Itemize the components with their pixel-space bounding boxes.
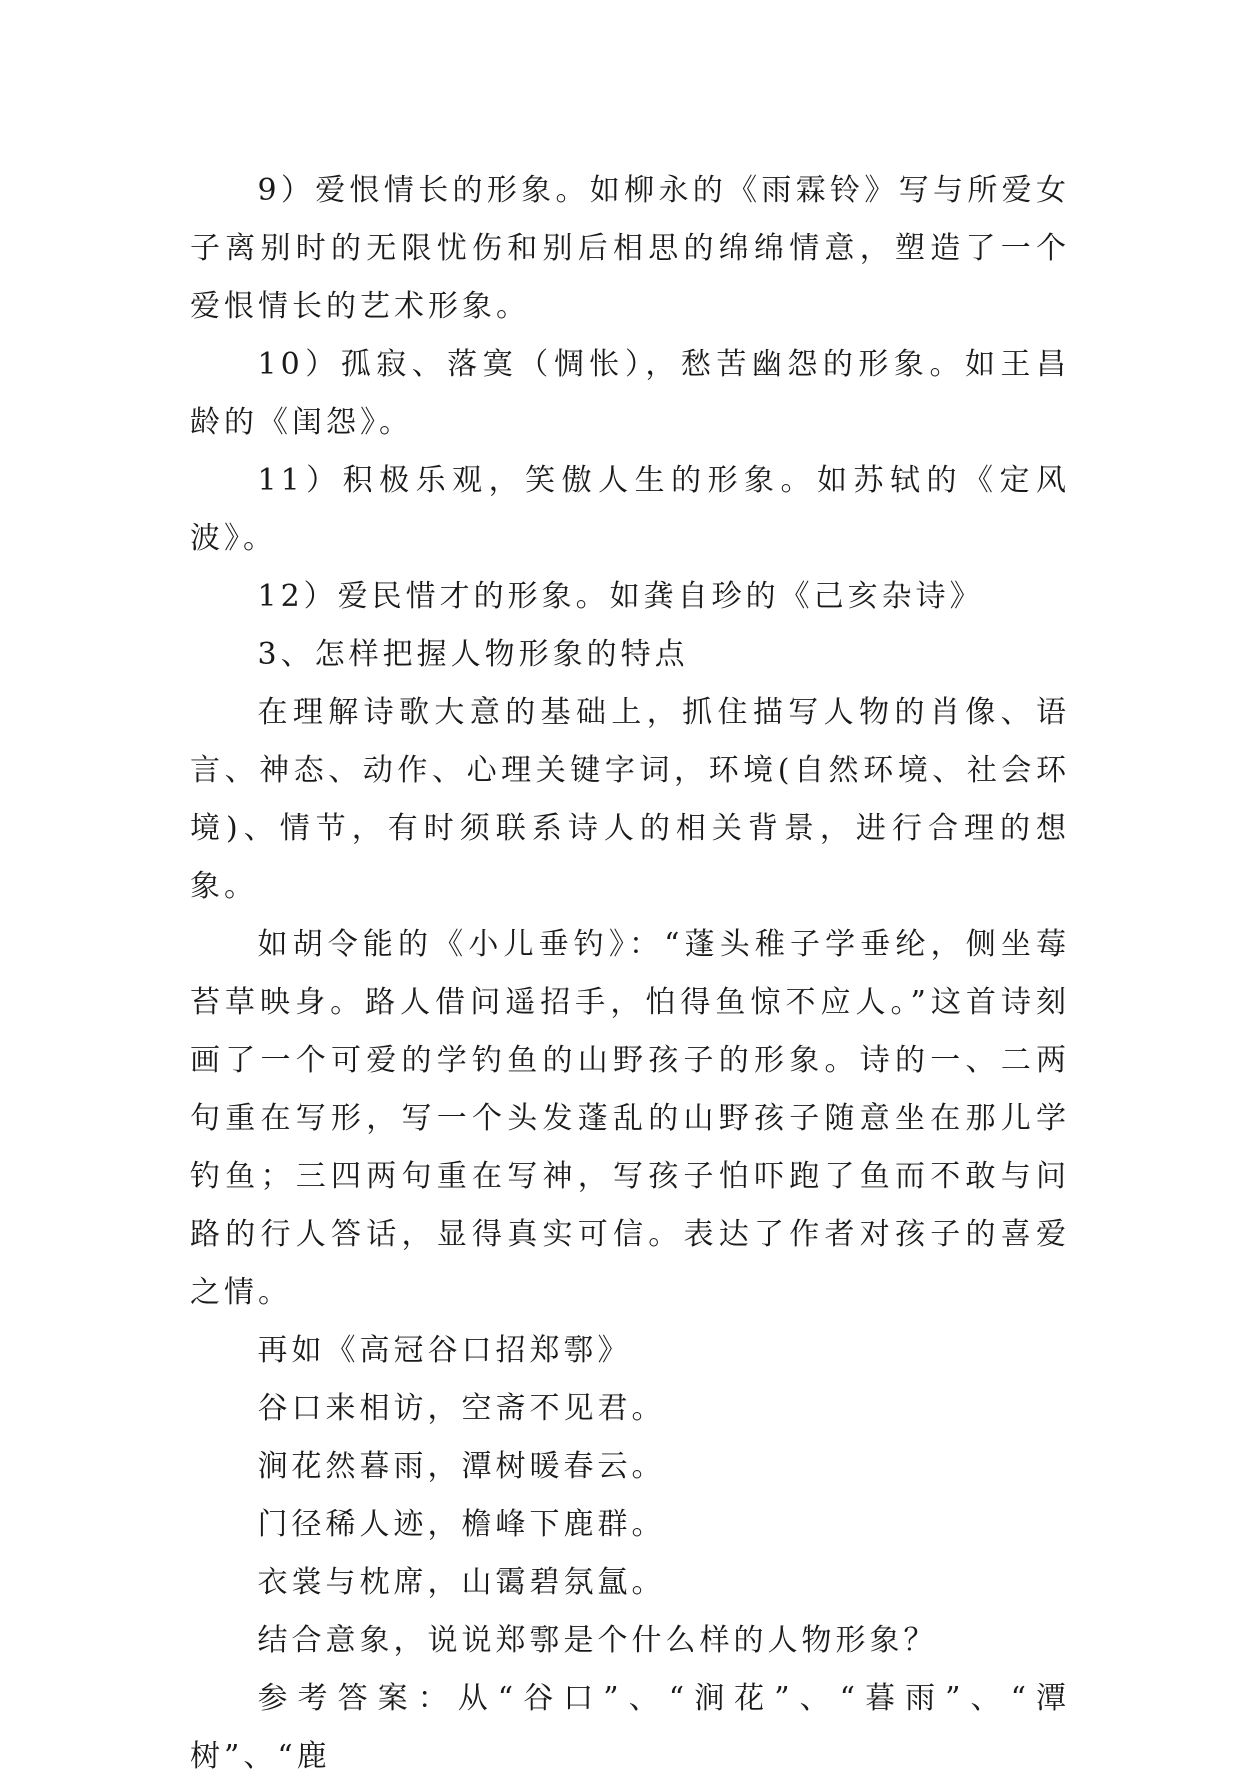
poem-title-line: 再如《高冠谷口招郑鄠》: [257, 1333, 632, 1368]
paragraph-image-lonely: 10）孤寂、落寞（惆怅），愁苦幽怨的形象。如王昌龄的《闺怨》。: [190, 347, 1070, 440]
document-body: [190, 162, 1070, 1786]
paragraph-image-optimistic: 11）积极乐观，笑傲人生的形象。如苏轼的《定风波》。: [190, 463, 1070, 556]
question: 结合意象，说说郑鄠是个什么样的人物形象？: [257, 1623, 938, 1658]
paragraph-method: 在理解诗歌大意的基础上，抓住描写人物的肖像、语言、神态、动作、心理关键字词，环境(自然环境、社会环境)、情节，有时须联系诗人的相关背景，进行合理的想象。: [190, 695, 1070, 904]
paragraph-example: 如胡令能的《小儿垂钓》：“蓬头稚子学垂纶，侧坐莓苔草映身。路人借问遥招手，怕得鱼惊不应人。”这首诗刻画了一个可爱的学钓鱼的山野孩子的形象。诗的一、二两句重在写形，写一个头发蓬乱的山野孩子随意坐在那儿学钓鱼；三四两句重在写神，写孩子怕吓跑了鱼而不敢与问路的行人答话，显得真实可信。表达了作者对孩子的喜爱之情。: [190, 927, 1070, 1310]
section-heading: 3、怎样把握人物形象的特点: [257, 637, 689, 672]
poem-line: 门径稀人迹，檐峰下鹿群。: [257, 1507, 666, 1542]
paragraph-image-love: 9）爱恨情长的形象。如柳永的《雨霖铃》写与所爱女子离别时的无限忧伤和别后相思的绵绵情意，塑造了一个爱恨情长的艺术形象。: [190, 173, 1070, 324]
poem-line: 衣裳与枕席，山霭碧氛氲。: [257, 1565, 666, 1600]
poem-line: 谷口来相访，空斋不见君。: [257, 1391, 666, 1426]
paragraph-image-people: 12）爱民惜才的形象。如龚自珍的《己亥杂诗》: [257, 579, 984, 614]
poem-line: 涧花然暮雨，潭树暖春云。: [257, 1449, 666, 1484]
answer: 参考答案：从“谷口”、“涧花”、“暮雨”、“潭树”、“鹿: [190, 1681, 1070, 1774]
